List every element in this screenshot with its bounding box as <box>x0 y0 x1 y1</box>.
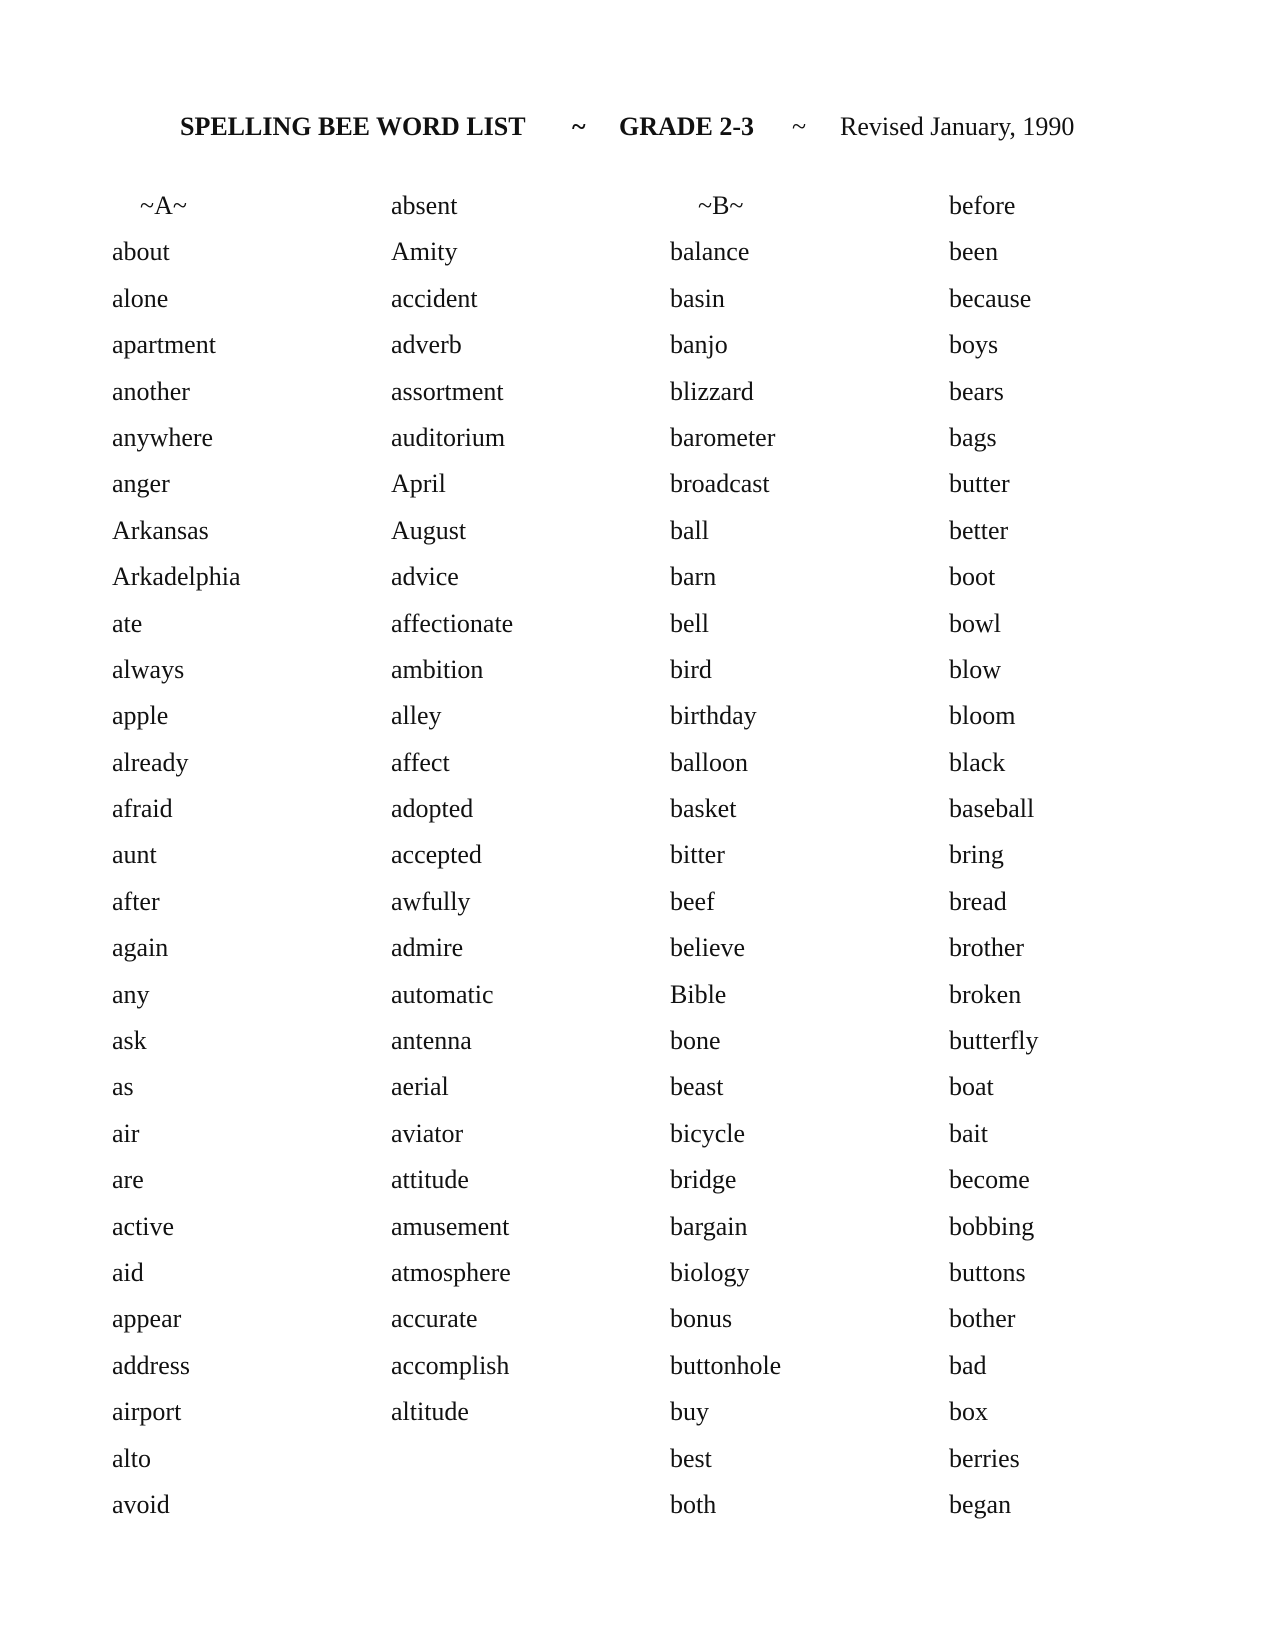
word-item: bait <box>949 1118 988 1148</box>
word-item: broadcast <box>670 469 770 499</box>
word-item: believe <box>670 933 746 963</box>
word-item: assortment <box>391 376 504 406</box>
word-item: Arkansas <box>112 515 209 545</box>
word-item: boot <box>949 562 996 592</box>
word-item: adopted <box>391 794 474 824</box>
word-column-3 <box>670 183 781 1528</box>
word-item: both <box>670 1489 717 1519</box>
word-item: aunt <box>112 840 157 870</box>
word-item: anywhere <box>112 422 214 452</box>
word-item: bread <box>949 886 1007 916</box>
word-item: appear <box>112 1304 182 1334</box>
word-item: bell <box>670 608 709 638</box>
word-item: ate <box>112 608 143 638</box>
section-heading: ~A~ <box>140 191 187 220</box>
section-heading: ~B~ <box>698 191 744 220</box>
word-item: ask <box>112 1026 147 1056</box>
word-item: address <box>112 1350 190 1380</box>
document-title: SPELLING BEE WORD LIST <box>180 112 526 141</box>
word-item: boat <box>949 1072 994 1102</box>
word-item: boys <box>949 330 999 360</box>
word-item: alley <box>391 701 442 731</box>
word-item: airport <box>112 1397 182 1427</box>
word-item: better <box>949 515 1009 545</box>
word-item: bring <box>949 840 1004 870</box>
word-item: bird <box>670 654 712 684</box>
word-item: attitude <box>391 1165 469 1195</box>
word-item: accomplish <box>391 1350 510 1380</box>
word-item: apartment <box>112 330 216 360</box>
word-item: become <box>949 1165 1030 1195</box>
word-item: broken <box>949 979 1022 1009</box>
word-item: bears <box>949 376 1004 406</box>
word-item: bloom <box>949 701 1016 731</box>
word-item: April <box>391 469 446 499</box>
word-item: are <box>112 1165 144 1195</box>
word-item: alone <box>112 283 169 313</box>
word-item: active <box>112 1211 175 1241</box>
word-item: beast <box>670 1072 724 1102</box>
word-item: bridge <box>670 1165 737 1195</box>
word-item: bobbing <box>949 1211 1035 1241</box>
word-item: awfully <box>391 886 471 916</box>
word-item: advice <box>391 562 459 592</box>
word-item: aid <box>112 1257 144 1287</box>
word-item: accurate <box>391 1304 478 1334</box>
word-item: began <box>949 1489 1012 1519</box>
word-item: butterfly <box>949 1026 1039 1056</box>
word-item: air <box>112 1118 140 1148</box>
word-item: basket <box>670 794 737 824</box>
word-item: after <box>112 886 160 916</box>
word-item: avoid <box>112 1489 170 1519</box>
word-item: bargain <box>670 1211 748 1241</box>
word-item: basin <box>670 283 725 313</box>
word-item: admire <box>391 933 464 963</box>
word-column-2 <box>391 183 513 1436</box>
word-item: affect <box>391 747 450 777</box>
word-item: Amity <box>391 237 458 267</box>
word-item: birthday <box>670 701 757 731</box>
word-item: amusement <box>391 1211 510 1241</box>
word-item: ball <box>670 515 709 545</box>
word-item: another <box>112 376 190 406</box>
word-item: again <box>112 933 169 963</box>
word-item: Bible <box>670 979 727 1009</box>
word-item: accepted <box>391 840 482 870</box>
word-item: August <box>391 515 467 545</box>
word-item: Arkadelphia <box>112 562 241 592</box>
revision-date: Revised January, 1990 <box>840 112 1075 141</box>
word-item: altitude <box>391 1397 469 1427</box>
word-item: as <box>112 1072 134 1102</box>
word-item: before <box>949 191 1016 220</box>
word-item: antenna <box>391 1026 472 1056</box>
word-item: bother <box>949 1304 1016 1334</box>
word-item: about <box>112 237 170 267</box>
word-item: berries <box>949 1443 1020 1473</box>
word-item: auditorium <box>391 422 506 452</box>
word-item: balloon <box>670 747 748 777</box>
word-item: buttons <box>949 1257 1026 1287</box>
word-item: bowl <box>949 608 1001 638</box>
word-item: bonus <box>670 1304 733 1334</box>
word-item: barometer <box>670 422 776 452</box>
word-item: adverb <box>391 330 462 360</box>
word-item: ambition <box>391 654 484 684</box>
tilde-separator: ~ <box>572 112 586 141</box>
word-column-4 <box>949 183 1039 1528</box>
word-item: anger <box>112 469 170 499</box>
word-item: butter <box>949 469 1010 499</box>
word-item: baseball <box>949 794 1035 824</box>
word-item: affectionate <box>391 608 514 638</box>
word-item: beef <box>670 886 715 916</box>
word-item: biology <box>670 1257 750 1287</box>
word-item: blizzard <box>670 376 754 406</box>
word-item: bicycle <box>670 1118 746 1148</box>
word-item: been <box>949 237 999 267</box>
word-item: atmosphere <box>391 1257 511 1287</box>
word-item: automatic <box>391 979 494 1009</box>
word-item: alto <box>112 1443 151 1473</box>
page-header <box>0 107 1275 147</box>
word-item: because <box>949 283 1032 313</box>
word-item: blow <box>949 654 1001 684</box>
word-item: bitter <box>670 840 725 870</box>
tilde-separator: ~ <box>792 112 807 141</box>
word-item: aviator <box>391 1118 464 1148</box>
word-item: brother <box>949 933 1025 963</box>
word-item: banjo <box>670 330 728 360</box>
word-item: absent <box>391 191 458 220</box>
word-item: buttonhole <box>670 1350 782 1380</box>
word-item: balance <box>670 237 750 267</box>
word-item: apple <box>112 701 169 731</box>
word-item: best <box>670 1443 712 1473</box>
word-column-1 <box>112 183 241 1528</box>
grade-label: GRADE 2-3 <box>619 112 755 141</box>
word-item: barn <box>670 562 717 592</box>
word-item: accident <box>391 283 478 313</box>
word-item: buy <box>670 1397 709 1427</box>
word-item: bags <box>949 422 997 452</box>
word-item: afraid <box>112 794 173 824</box>
word-item: box <box>949 1397 988 1427</box>
word-item: bone <box>670 1026 721 1056</box>
word-item: already <box>112 747 189 777</box>
word-item: any <box>112 979 150 1009</box>
word-item: aerial <box>391 1072 449 1102</box>
word-item: always <box>112 654 185 684</box>
word-item: black <box>949 747 1006 777</box>
word-item: bad <box>949 1350 987 1380</box>
